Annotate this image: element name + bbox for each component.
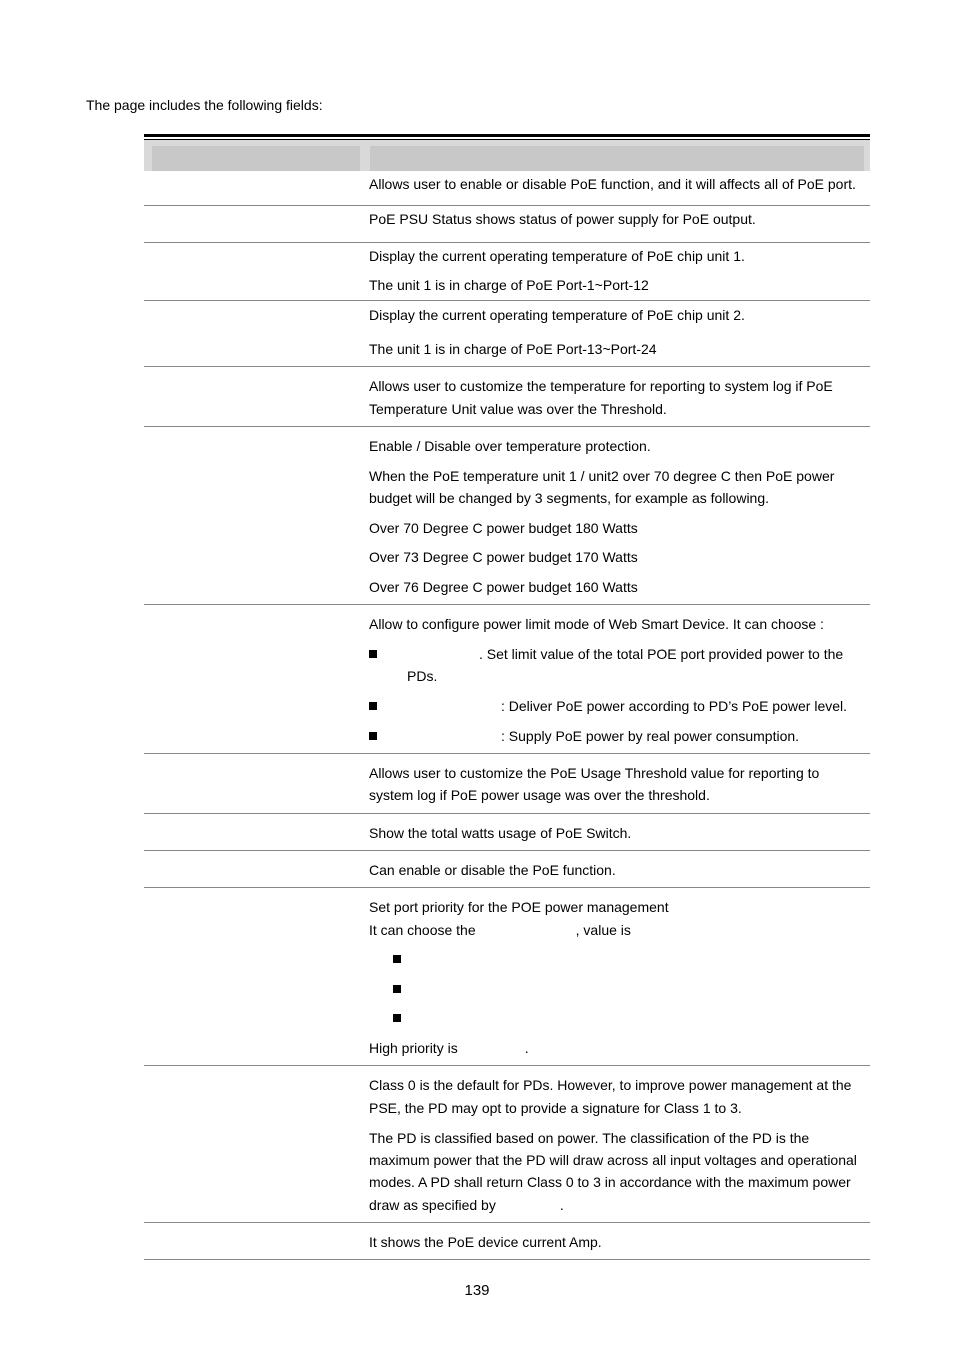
desc-line: Show the total watts usage of PoE Switch. <box>369 825 632 841</box>
desc-line: . <box>524 1040 529 1056</box>
desc-line: . <box>559 1197 564 1213</box>
desc-line: Class 0 is the default for PDs. However, to improve power management at the <box>369 1077 852 1093</box>
table-row <box>144 1223 870 1260</box>
desc-line: The PD is classified based on power. The classification of the PD is the <box>369 1130 810 1146</box>
desc-line: Display the current operating temperature of PoE chip unit 1. <box>369 248 745 264</box>
desc-line: The unit 1 is in charge of PoE Port-1~Port-12 <box>369 277 649 293</box>
desc-line: Allow to configure power limit mode of Web Smart Device. It can choose : <box>369 616 824 632</box>
desc-line: Over 70 Degree C power budget 180 Watts <box>369 520 638 536</box>
bullet-line <box>393 948 870 970</box>
desc-line: PDs. <box>407 668 438 684</box>
desc-line: : Supply PoE power by real power consumption. <box>501 728 800 744</box>
bullet-icon <box>393 1014 401 1022</box>
bullet-icon <box>393 955 401 963</box>
bullet-line <box>369 643 870 665</box>
table-header-row <box>144 139 870 171</box>
table-row <box>144 206 870 243</box>
bullet-icon <box>369 702 377 710</box>
bullet-line <box>369 725 870 747</box>
table-top-rule <box>144 134 870 137</box>
desc-line: Over 73 Degree C power budget 170 Watts <box>369 549 638 565</box>
desc-line: : Deliver PoE power according to PD’s PoE power level. <box>501 698 848 714</box>
desc-line: It can choose the <box>369 922 476 938</box>
desc-line: Allows user to enable or disable PoE function, and it will affects all of PoE port. <box>369 176 856 192</box>
table-row <box>144 301 870 367</box>
priority-line <box>369 919 870 941</box>
intro-text: The page includes the following fields: <box>86 97 323 113</box>
bullet-icon <box>369 650 377 658</box>
desc-line: Display the current operating temperature of PoE chip unit 2. <box>369 307 745 323</box>
desc-line: PoE PSU Status shows status of power supply for PoE output. <box>369 211 756 227</box>
table-row <box>144 851 870 888</box>
desc-line: draw as specified by <box>369 1197 496 1213</box>
table-row <box>144 243 870 301</box>
table-row <box>144 888 870 1066</box>
desc-line: Set port priority for the POE power management <box>369 899 669 915</box>
desc-line: Temperature Unit value was over the Threshold. <box>369 401 667 417</box>
desc-line: . Set limit value of the total POE port provided power to the <box>479 646 844 662</box>
table-row <box>144 814 870 851</box>
bullet-icon <box>393 985 401 993</box>
desc-line: Allows user to customize the temperature for reporting to system log if PoE <box>369 378 833 394</box>
desc-line: Over 76 Degree C power budget 160 Watts <box>369 579 638 595</box>
table-row <box>144 170 870 206</box>
desc-line: system log if PoE power usage was over the threshold. <box>369 787 710 803</box>
bullet-line <box>393 978 870 1000</box>
desc-line: , value is <box>575 922 631 938</box>
desc-line: modes. A PD shall return Class 0 to 3 in accordance with the maximum power <box>369 1174 851 1190</box>
desc-line: Can enable or disable the PoE function. <box>369 862 616 878</box>
bullet-line <box>393 1007 870 1029</box>
desc-line: budget will be changed by 3 segments, for example as following. <box>369 490 770 506</box>
classification-line <box>369 1194 870 1216</box>
table-row <box>144 605 870 754</box>
desc-line: maximum power that the PD will draw across all input voltages and operational <box>369 1152 857 1168</box>
desc-line: The unit 1 is in charge of PoE Port-13~Port-24 <box>369 341 657 357</box>
priority-line <box>369 1037 870 1059</box>
desc-line: High priority is <box>369 1040 458 1056</box>
bullet-line <box>369 695 870 717</box>
header-cell-object <box>152 146 360 171</box>
desc-line: When the PoE temperature unit 1 / unit2 over 70 degree C then PoE power <box>369 468 835 484</box>
desc-line: Allows user to customize the PoE Usage Threshold value for reporting to <box>369 765 820 781</box>
desc-line: PSE, the PD may opt to provide a signature for Class 1 to 3. <box>369 1100 742 1116</box>
table-row <box>144 427 870 605</box>
table-row <box>144 1066 870 1223</box>
desc-line: It shows the PoE device current Amp. <box>369 1234 602 1250</box>
table-row <box>144 367 870 427</box>
fields-table <box>144 134 870 1250</box>
header-cell-description <box>370 146 864 171</box>
page-number: 139 <box>464 1282 490 1299</box>
desc-line: Enable / Disable over temperature protection. <box>369 438 651 454</box>
table-row <box>144 754 870 814</box>
bullet-icon <box>369 732 377 740</box>
